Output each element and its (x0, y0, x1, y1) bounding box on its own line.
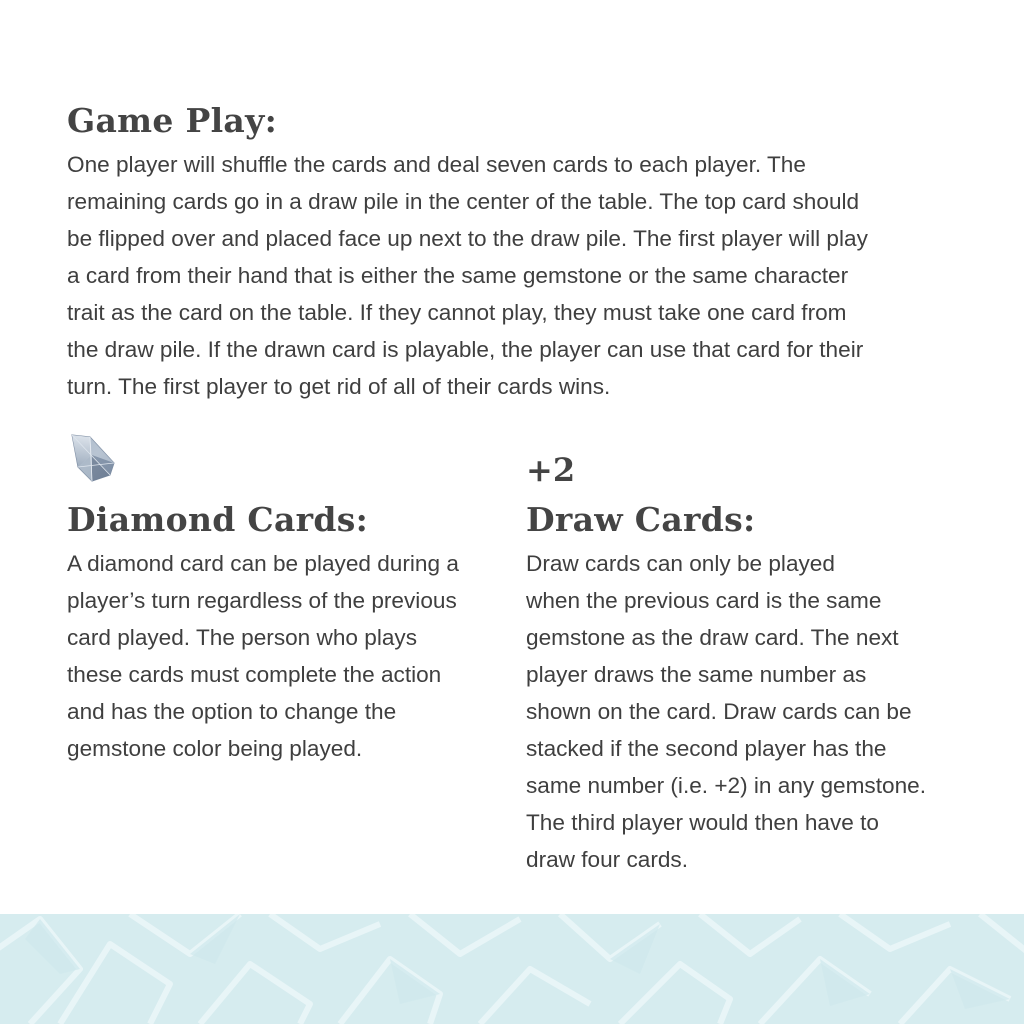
paragraph-line: shown on the card. Draw cards can be (526, 699, 912, 724)
paragraph-line: stacked if the second player has the (526, 736, 887, 761)
paragraph-line: same number (i.e. +2) in any gemstone. (526, 773, 926, 798)
paragraph-line: draw four cards. (526, 847, 688, 872)
paragraph-line: the draw pile. If the drawn card is playable, the player can use that card for their (67, 337, 864, 362)
paragraph-line: and has the option to change the (67, 699, 397, 724)
paragraph-line: when the previous card is the same (526, 588, 882, 613)
paragraph-line: trait as the card on the table. If they cannot play, they must take one card from (67, 300, 847, 325)
paragraph-line: turn. The first player to get rid of all of their cards wins. (67, 374, 611, 399)
paragraph-line: Draw cards can only be played (526, 551, 835, 576)
paragraph-line: player draws the same number as (526, 662, 867, 687)
paragraph-line: these cards must complete the action (67, 662, 442, 687)
decorative-footer-band (0, 914, 1024, 1024)
paragraph-line: The third player would then have to (526, 810, 879, 835)
draw-two-symbol: +2 (526, 451, 576, 489)
paragraph-line: One player will shuffle the cards and deal seven cards to each player. The (67, 152, 806, 177)
gem-pattern-decoration (0, 914, 1024, 1024)
paragraph-line: gemstone as the draw card. The next (526, 625, 899, 650)
diamond-cards-heading: Diamond Cards: (67, 500, 369, 539)
paragraph-line: A diamond card can be played during a (67, 551, 459, 576)
paragraph-line: card played. The person who plays (67, 625, 417, 650)
paragraph-line: gemstone color being played. (67, 736, 363, 761)
diamond-gem-icon (70, 433, 120, 485)
game-play-paragraph (67, 146, 957, 405)
game-play-heading: Game Play: (67, 101, 278, 140)
draw-cards-paragraph (526, 545, 966, 878)
paragraph-line: be flipped over and placed face up next to the draw pile. The first player will play (67, 226, 868, 251)
paragraph-line: player’s turn regardless of the previous (67, 588, 457, 613)
paragraph-line: remaining cards go in a draw pile in the center of the table. The top card should (67, 189, 860, 214)
paragraph-line: a card from their hand that is either the same gemstone or the same character (67, 263, 849, 288)
draw-cards-heading: Draw Cards: (526, 500, 756, 539)
diamond-cards-paragraph (67, 545, 507, 767)
